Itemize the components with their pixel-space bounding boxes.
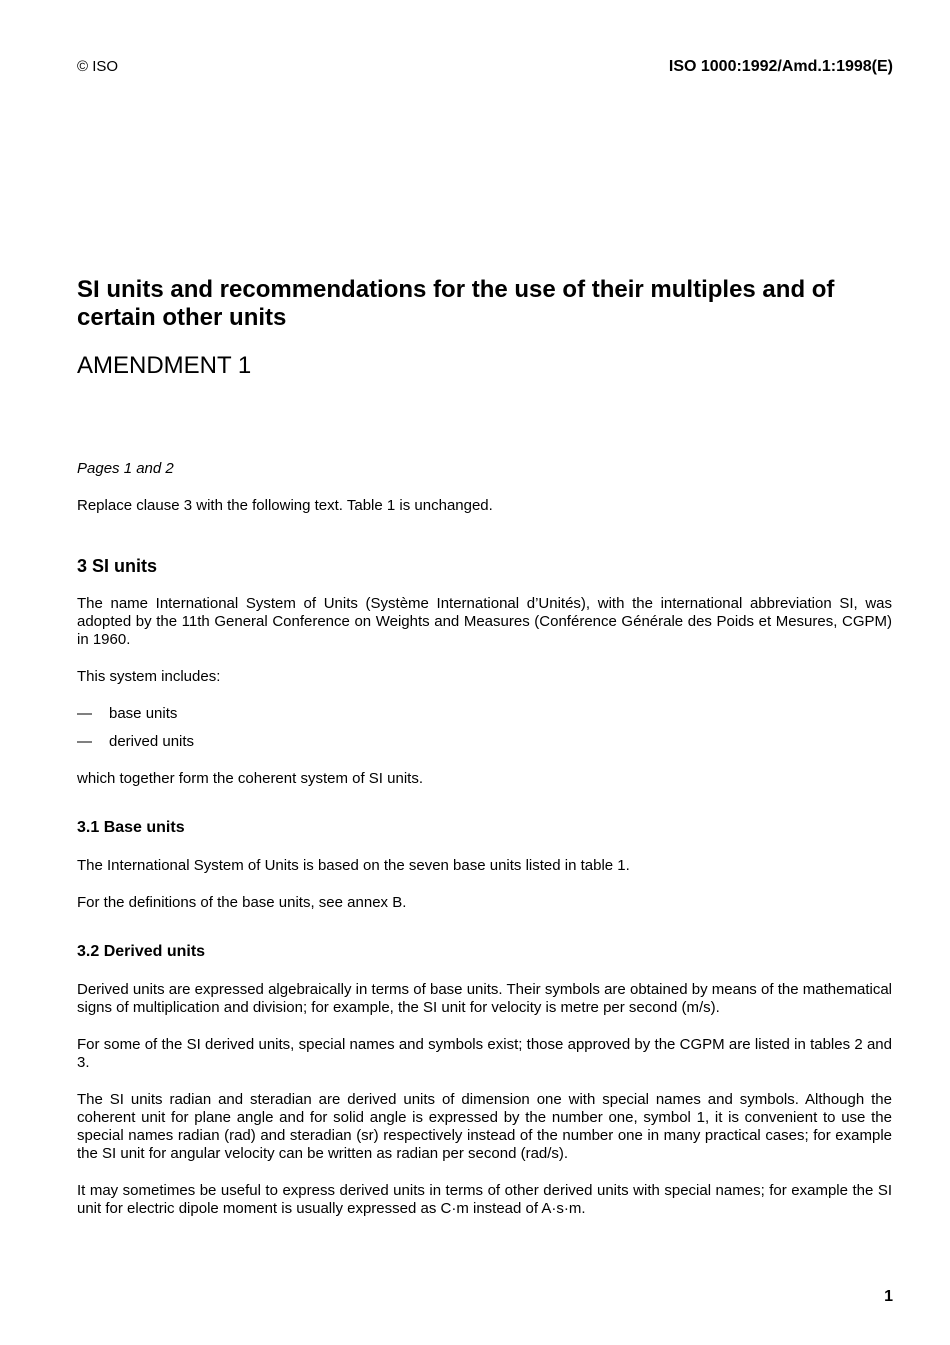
list-item-text: base units — [109, 705, 178, 722]
copyright-notice: © ISO — [77, 58, 119, 75]
document-title: SI units and recommendations for the use of their multiples and of certain other units — [77, 276, 835, 331]
page-number: 1 — [884, 1288, 893, 1305]
section-3-1-paragraph-1: The International System of Units is based on the seven base units listed in table 1. — [77, 857, 630, 874]
section-3-paragraph-1: The name International System of Units (Système International d’Unités), with the international abbreviation SI, was adopted by the 11th General Conference on Weights and Measures (Conférence Générale des Poids et Mesures, CGPM) in 1960. — [77, 595, 892, 648]
page-content — [77, 276, 892, 1218]
replace-instruction: Replace clause 3 with the following text. Table 1 is unchanged. — [77, 497, 493, 514]
dash-bullet: — — [77, 705, 92, 722]
section-3-paragraph-2: This system includes: — [77, 668, 221, 685]
section-3-2-paragraph-3: The SI units radian and steradian are derived units of dimension one with special names and symbols. Although the coherent unit for plane angle and for solid angle is expressed by the number one, symbol 1, it is convenient to use the special names radian (rad) and steradian (sr) respectively instead of the number one in many practical cases; for example the SI unit for angular velocity can be written as radian per second (rad/s). — [77, 1091, 892, 1162]
section-3-1-heading: 3.1 Base units — [77, 819, 185, 836]
list-item — [77, 705, 892, 723]
section-3-paragraph-3: which together form the coherent system of SI units. — [77, 770, 423, 787]
section-3-2-paragraph-1: Derived units are expressed algebraically in terms of base units. Their symbols are obtained by means of the mathematical signs of multiplication and division; for example, the SI unit for velocity is metre per second (m/s). — [77, 981, 892, 1016]
document-reference: ISO 1000:1992/Amd.1:1998(E) — [668, 58, 893, 75]
section-3-1-paragraph-2: For the definitions of the base units, see annex B. — [77, 894, 407, 911]
system-includes-list — [77, 705, 892, 751]
pages-note: Pages 1 and 2 — [77, 460, 174, 477]
dash-bullet: — — [77, 733, 92, 750]
section-3-2-paragraph-4: It may sometimes be useful to express derived units in terms of other derived units with special names; for example the SI unit for electric dipole moment is usually expressed as C·m instead of A·s·m. — [77, 1182, 892, 1217]
list-item — [77, 733, 892, 751]
section-3-2-heading: 3.2 Derived units — [77, 943, 206, 960]
amendment-label: AMENDMENT 1 — [77, 352, 252, 379]
section-3-heading: 3 SI units — [77, 556, 158, 576]
section-3-2-paragraph-2: For some of the SI derived units, special names and symbols exist; those approved by the CGPM are listed in tables 2 and 3. — [77, 1036, 892, 1071]
list-item-text: derived units — [109, 733, 195, 750]
